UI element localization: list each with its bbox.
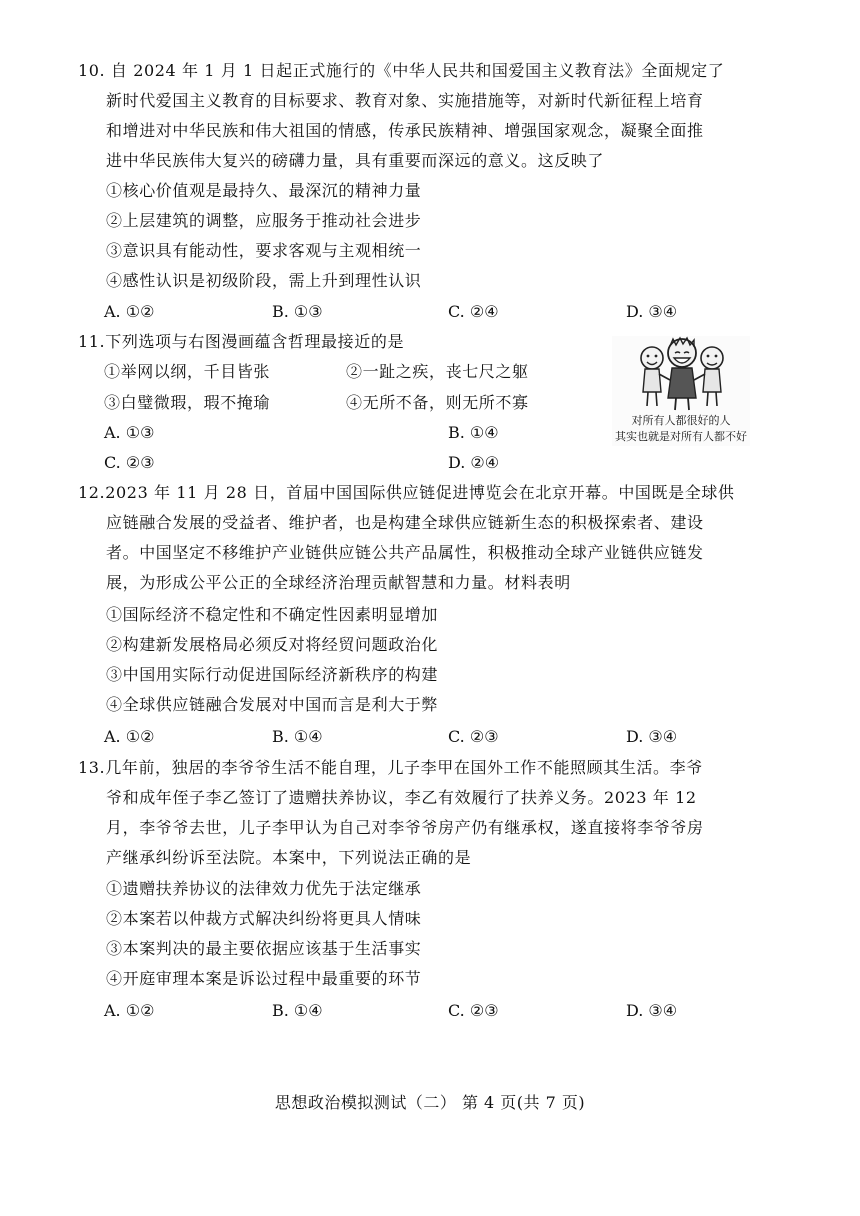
q12-option-a: A. ①② — [104, 727, 155, 746]
q12-stem-line: 展，为形成公平公正的全球经济治理贡献智慧和力量。材料表明 — [106, 573, 571, 592]
q13-option-b: B. ①④ — [272, 1001, 323, 1020]
q13-option-d: D. ③④ — [626, 1001, 678, 1020]
q10-option-b: B. ①③ — [272, 302, 323, 321]
q12-item-2: ②构建新发展格局必须反对将经贸问题政治化 — [106, 635, 439, 654]
q12-item-3: ③中国用实际行动促进国际经济新秩序的构建 — [106, 665, 439, 684]
q12-stem-line: 应链融合发展的受益者、维护者，也是构建全球供应链新生态的积极探索者、建设 — [106, 513, 704, 532]
q11-option-b: B. ①④ — [448, 423, 499, 442]
q11-item-2: ②一趾之疾，丧七尺之躯 — [346, 362, 529, 381]
q10-stem-line: 和增进对中华民族和伟大祖国的情感，传承民族精神、增强国家观念，凝聚全面推 — [106, 121, 704, 140]
q13-option-c: C. ②③ — [448, 1001, 499, 1020]
q10-item-2: ②上层建筑的调整，应服务于推动社会进步 — [106, 211, 422, 230]
q10-item-1: ①核心价值观是最持久、最深沉的精神力量 — [106, 181, 422, 200]
q12-item-1: ①国际经济不稳定性和不确定性因素明显增加 — [106, 605, 439, 624]
q10-option-c: C. ②④ — [448, 302, 499, 321]
q13-item-2: ②本案若以仲裁方式解决纠纷将更具人情味 — [106, 909, 422, 928]
cartoon-drawing — [612, 336, 750, 446]
q13-item-4: ④开庭审理本案是诉讼过程中最重要的环节 — [106, 969, 422, 988]
cartoon-caption-line-1: 对所有人都很好的人 — [631, 414, 731, 427]
q12-stem-line: 12.2023 年 11 月 28 日，首届中国国际供应链促进博览会在北京开幕。中国既是全球供 — [78, 483, 735, 502]
q13-stem-line: 13.几年前，独居的李爷爷生活不能自理，儿子李甲在国外工作不能照顾其生活。李爷 — [78, 758, 703, 777]
cartoon-illustration — [612, 336, 750, 446]
q12-option-b: B. ①④ — [272, 727, 323, 746]
q10-item-4: ④感性认识是初级阶段，需上升到理性认识 — [106, 271, 422, 290]
q10-option-a: A. ①② — [104, 302, 155, 321]
q10-stem-line: 进中华民族伟大复兴的磅礴力量，具有重要而深远的意义。这反映了 — [106, 151, 605, 170]
q12-option-d: D. ③④ — [626, 727, 678, 746]
q10-option-d: D. ③④ — [626, 302, 678, 321]
q12-stem-line: 者。中国坚定不移维护产业链供应链公共产品属性，积极推动全球产业链供应链发 — [106, 543, 704, 562]
q11-option-c: C. ②③ — [104, 453, 155, 472]
q10-stem-line: 新时代爱国主义教育的目标要求、教育对象、实施措施等，对新时代新征程上培育 — [106, 91, 704, 110]
q13-stem-line: 产继承纠纷诉至法院。本案中，下列说法正确的是 — [106, 848, 472, 867]
cartoon-caption-line-2: 其实也就是对所有人都不好 — [615, 430, 747, 443]
q11-option-a: A. ①③ — [104, 423, 155, 442]
q10-item-3: ③意识具有能动性，要求客观与主观相统一 — [106, 241, 422, 260]
q11-stem: 11.下列选项与右图漫画蕴含哲理最接近的是 — [78, 332, 405, 351]
q13-stem-line: 爷和成年侄子李乙签订了遗赠扶养协议，李乙有效履行了扶养义务。2023 年 12 — [106, 788, 697, 807]
q13-stem-line: 月，李爷爷去世，儿子李甲认为自己对李爷爷房产仍有继承权，遂直接将李爷爷房 — [106, 818, 704, 837]
q12-option-c: C. ②③ — [448, 727, 499, 746]
q11-item-3: ③白璧微瑕，瑕不掩瑜 — [104, 393, 271, 412]
q10-stem-line: 10. 自 2024 年 1 月 1 日起正式施行的《中华人民共和国爱国主义教育法》全面规定了 — [78, 61, 725, 80]
q13-option-a: A. ①② — [104, 1001, 155, 1020]
q11-item-1: ①举网以纲，千目皆张 — [104, 362, 271, 381]
page-footer: 思想政治模拟测试（二） 第 4 页(共 7 页) — [274, 1093, 586, 1112]
q12-item-4: ④全球供应链融合发展对中国而言是利大于弊 — [106, 695, 439, 714]
q11-option-d: D. ②④ — [448, 453, 500, 472]
q11-item-4: ④无所不备，则无所不寡 — [346, 393, 529, 412]
q13-item-1: ①遗赠扶养协议的法律效力优先于法定继承 — [106, 879, 422, 898]
q13-item-3: ③本案判决的最主要依据应该基于生活事实 — [106, 939, 422, 958]
